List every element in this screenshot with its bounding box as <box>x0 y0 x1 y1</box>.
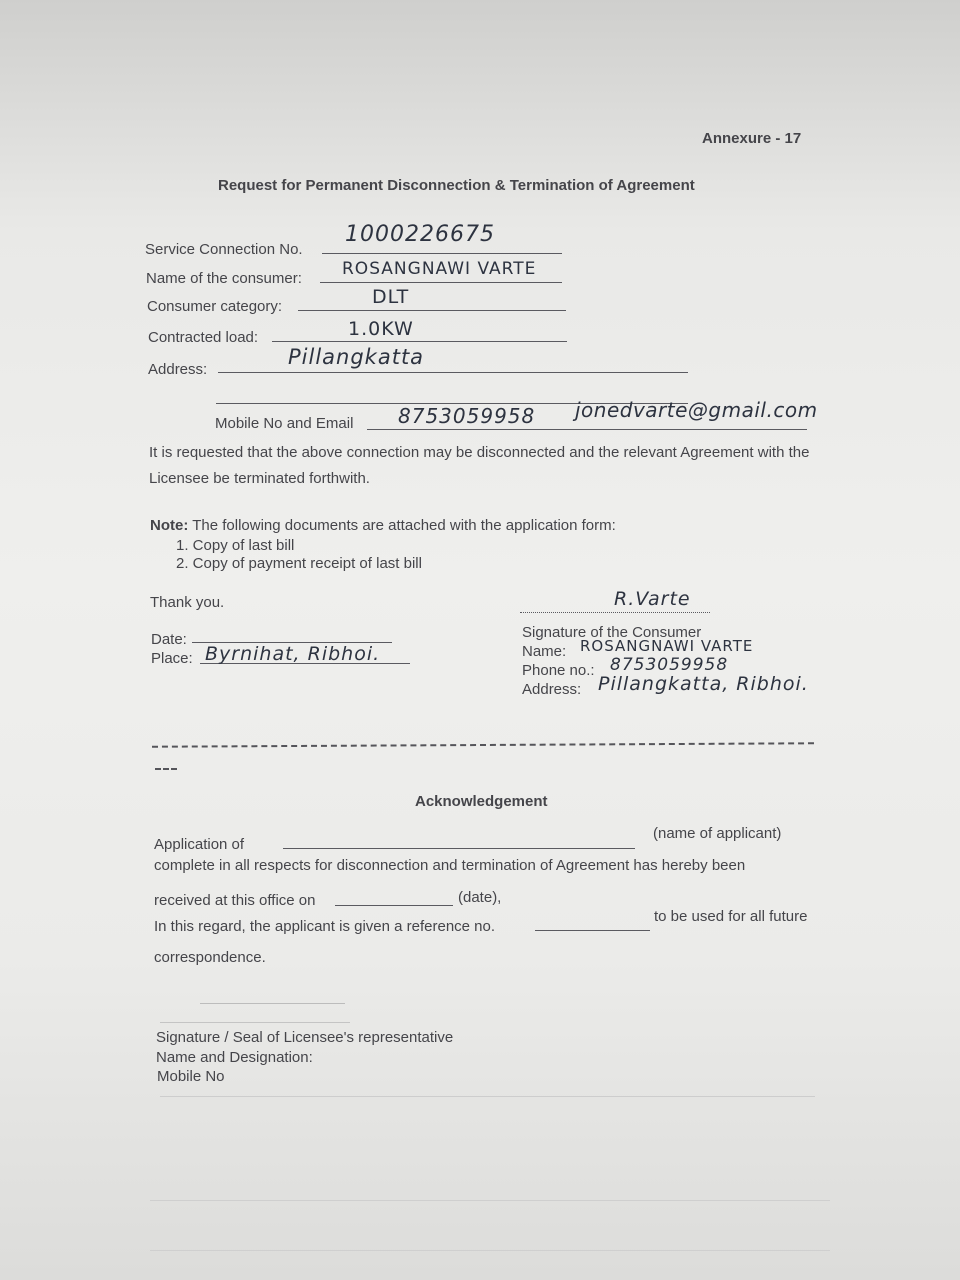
signature-label: Signature of the Consumer <box>522 624 702 641</box>
cut-line-mark <box>155 768 177 770</box>
phone-value: 8753059958 <box>610 655 729 675</box>
consumer-name-value-2: ROSANGNAWI VARTE <box>580 637 754 655</box>
annexure-label: Annexure - 17 <box>702 130 802 147</box>
note-item-1: 1. Copy of last bill <box>176 537 295 554</box>
acknowledgement-title: Acknowledgement <box>415 793 548 810</box>
ack-line-2: complete in all respects for disconnection and termination of Agreement has hereby been <box>154 857 746 874</box>
reference-line <box>535 930 650 931</box>
service-connection-label: Service Connection No. <box>145 241 303 258</box>
address-value: Pillangkatta <box>288 345 425 369</box>
reference-text: In this regard, the applicant is given a reference no. <box>154 918 496 935</box>
received-text: received at this office on <box>154 892 316 909</box>
consumer-category-value: DLT <box>372 286 410 308</box>
licensee-signature-label: Signature / Seal of Licensee's representative <box>156 1029 454 1046</box>
address-line-1 <box>218 372 688 373</box>
place-label: Place: <box>151 650 193 667</box>
note-item-2: 2. Copy of payment receipt of last bill <box>176 555 422 572</box>
name-designation-label: Name and Designation: <box>156 1049 313 1066</box>
phone-label: Phone no.: <box>522 662 595 679</box>
contracted-load-line <box>272 341 567 342</box>
date-label: Date: <box>151 631 187 648</box>
address-label: Address: <box>148 361 208 378</box>
consumer-address-label: Address: <box>522 681 582 698</box>
email-value: jonedvarte@gmail.com <box>575 398 818 422</box>
name-of-applicant: (name of applicant) <box>653 825 782 842</box>
consumer-name-line <box>320 282 562 283</box>
consumer-category-line <box>298 310 566 311</box>
form-title: Request for Permanent Disconnection & Termination of Agreement <box>218 177 695 194</box>
faint-line-4 <box>150 1200 830 1201</box>
date-hint: (date), <box>458 889 502 906</box>
service-connection-line <box>322 253 562 254</box>
faint-line-2 <box>160 1022 350 1023</box>
applicant-name-line <box>283 848 635 849</box>
thank-you: Thank you. <box>150 594 225 611</box>
application-of: Application of <box>154 836 245 853</box>
received-date-line <box>335 905 453 906</box>
consumer-name-label-2: Name: <box>522 643 567 660</box>
contact-label: Mobile No and Email <box>215 415 354 432</box>
consumer-name-value: ROSANGNAWI VARTE <box>342 259 537 279</box>
contact-line <box>367 429 807 430</box>
contracted-load-value: 1.0KW <box>348 318 414 340</box>
mobile-value: 8753059958 <box>398 404 536 428</box>
faint-line-3 <box>160 1096 815 1097</box>
note-label: Note: <box>150 517 189 534</box>
consumer-address-value: Pillangkatta, Ribhoi. <box>598 673 809 695</box>
faint-line-5 <box>150 1250 830 1251</box>
request-paragraph: It is requested that the above connection may be disconnected and the relevant Agreement with the Licensee be terminated forthwith. <box>149 444 810 487</box>
contracted-load-label: Contracted load: <box>148 329 259 346</box>
consumer-category-label: Consumer category: <box>147 298 283 315</box>
faint-line-1 <box>200 1003 345 1004</box>
cut-line <box>152 742 814 747</box>
mobile-no-label: Mobile No <box>157 1068 225 1085</box>
future-text: to be used for all future <box>654 908 808 925</box>
correspondence-text: correspondence. <box>154 949 266 966</box>
consumer-name-label: Name of the consumer: <box>146 270 302 287</box>
signature-line <box>520 612 710 613</box>
note-text: The following documents are attached with the application form: <box>192 517 616 534</box>
consumer-signature: R.Varte <box>614 588 691 610</box>
service-connection-value: 1000226675 <box>345 222 495 247</box>
place-value: Byrnihat, Ribhoi. <box>205 643 381 665</box>
